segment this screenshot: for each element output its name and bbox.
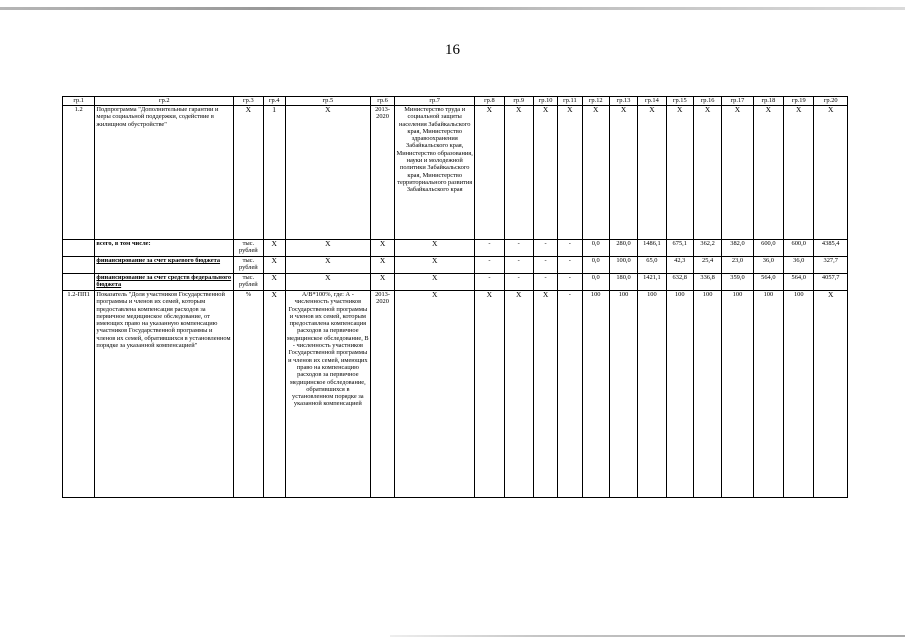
col-header: гр.19 — [784, 97, 814, 106]
cell-value: 1421,1 — [638, 274, 666, 291]
cell-value: X — [638, 106, 666, 240]
cell-value: 675,1 — [666, 240, 693, 257]
cell-value: 23,0 — [722, 257, 753, 274]
cell-period: X — [370, 257, 394, 274]
cell-value: 600,0 — [753, 240, 783, 257]
cell-value: 100 — [666, 291, 693, 498]
cell-weight: X — [263, 291, 285, 498]
cell-weight: X — [263, 257, 285, 274]
cell-unit: тыс. рублей — [234, 240, 263, 257]
cell-value: X — [814, 106, 848, 240]
col-header: гр.16 — [693, 97, 721, 106]
cell-value: 0,0 — [582, 240, 609, 257]
cell-value: 600,0 — [784, 240, 814, 257]
col-header: гр.14 — [638, 97, 666, 106]
cell-executor: Министерство труда и социальной защиты населения Забайкальского края, Министерство здравоохранения Забайкальского края, Министерство образования, науки и молодежной политики Забайкальского края, Министерство территориального развития Забайкальского края — [395, 106, 475, 240]
cell-value: 336,8 — [693, 274, 721, 291]
cell-value: 25,4 — [693, 257, 721, 274]
cell-value: - — [558, 274, 582, 291]
regional-budget-row — [63, 257, 848, 274]
cell-value: - — [475, 240, 504, 257]
scan-edge-bottom — [390, 635, 905, 637]
cell-formula: X — [285, 240, 370, 257]
cell-period: X — [370, 274, 394, 291]
cell-executor: X — [395, 257, 475, 274]
cell-value: 362,2 — [693, 240, 721, 257]
cell-value: X — [504, 291, 533, 498]
cell-value: - — [558, 240, 582, 257]
program-table — [62, 96, 848, 498]
cell-unit: тыс. рублей — [234, 257, 263, 274]
row-number: 1.2-ПП1 — [63, 291, 95, 498]
regional-budget-label: финансирование за счет краевого бюджета — [95, 257, 234, 274]
col-header: гр.9 — [504, 97, 533, 106]
col-header: гр.4 — [263, 97, 285, 106]
total-label: всего, в том числе: — [95, 240, 234, 257]
cell-value: X — [558, 106, 582, 240]
col-header: гр.18 — [753, 97, 783, 106]
cell-value: X — [814, 291, 848, 498]
col-header: гр.12 — [582, 97, 609, 106]
cell-value: 100 — [753, 291, 783, 498]
total-row — [63, 240, 848, 257]
cell-unit: % — [234, 291, 263, 498]
cell-value: 327,7 — [814, 257, 848, 274]
col-header: гр.2 — [95, 97, 234, 106]
column-header-row — [63, 97, 848, 106]
col-header: гр.17 — [722, 97, 753, 106]
cell-value: X — [666, 106, 693, 240]
cell-value: 564,0 — [753, 274, 783, 291]
cell-value: X — [693, 106, 721, 240]
subprogram-name: Подпрограмма "Дополнительные гарантии и меры социальной поддержки, содействие в жилищном обустройстве" — [95, 106, 234, 240]
cell-value: X — [722, 106, 753, 240]
cell-value: 65,0 — [638, 257, 666, 274]
indicator-name: Показатель "Доля участников Государственной программы и членов их семей, которым предоставлена компенсация расходов за первичное медицинское обследование, от имеющих право на указанную компенсацию участников Государственной программы и членов их семей, обратившихся в установленном порядке за указанной компенсацией" — [95, 291, 234, 498]
cell-value: 100 — [638, 291, 666, 498]
cell-weight: X — [263, 274, 285, 291]
col-header: гр.20 — [814, 97, 848, 106]
cell-value: - — [475, 274, 504, 291]
cell-value: 100 — [609, 291, 637, 498]
federal-budget-row — [63, 274, 848, 291]
col-header: гр.13 — [609, 97, 637, 106]
cell-formula: X — [285, 106, 370, 240]
cell-unit: тыс. рублей — [234, 274, 263, 291]
cell-executor: X — [395, 274, 475, 291]
cell-formula: X — [285, 257, 370, 274]
cell-value: 100,0 — [609, 257, 637, 274]
indicator-row — [63, 291, 848, 498]
page-number: 16 — [445, 42, 460, 58]
cell-formula: А/В*100%, где: А - численность участников Государственной программы и членов их семей, которым предоставлена компенсация расходов за первичное медицинское обследование, В - численность участников Государственной программы и членов их семей, имеющих право на компенсацию расходов за первичное медицинское обследование, обратившихся в установленном порядке за указанной компенсацией — [285, 291, 370, 498]
cell-unit: X — [234, 106, 263, 240]
cell-value: 100 — [582, 291, 609, 498]
cell-value: 4057,7 — [814, 274, 848, 291]
cell-value: X — [784, 106, 814, 240]
cell-formula: X — [285, 274, 370, 291]
cell-value: 36,0 — [753, 257, 783, 274]
cell-value: 1486,1 — [638, 240, 666, 257]
cell-period: 2013-2020 — [370, 291, 394, 498]
row-number: 1.2 — [63, 106, 95, 240]
cell-value: 100 — [693, 291, 721, 498]
cell-value: 564,0 — [784, 274, 814, 291]
col-header: гр.8 — [475, 97, 504, 106]
cell-weight: 1 — [263, 106, 285, 240]
cell-weight: X — [263, 240, 285, 257]
cell-value: X — [533, 106, 557, 240]
col-header: гр.10 — [533, 97, 557, 106]
cell-value: - — [533, 274, 557, 291]
cell-value: - — [504, 240, 533, 257]
cell-value: X — [533, 291, 557, 498]
cell-value: 100 — [784, 291, 814, 498]
cell-value: 36,0 — [784, 257, 814, 274]
cell-value: X — [475, 291, 504, 498]
cell-value: - — [504, 257, 533, 274]
col-header: гр.7 — [395, 97, 475, 106]
cell-executor: X — [395, 240, 475, 257]
cell-executor: X — [395, 291, 475, 498]
cell-value: 280,0 — [609, 240, 637, 257]
cell-value: 359,0 — [722, 274, 753, 291]
cell-value: 0,0 — [582, 257, 609, 274]
cell-value: 0,0 — [582, 274, 609, 291]
cell-value: - — [558, 257, 582, 274]
cell-value: 100 — [722, 291, 753, 498]
col-header: гр.15 — [666, 97, 693, 106]
cell-value: X — [582, 106, 609, 240]
cell-value: 382,0 — [722, 240, 753, 257]
cell-value: X — [753, 106, 783, 240]
cell-value: - — [533, 240, 557, 257]
cell-value: X — [609, 106, 637, 240]
cell-value: 4385,4 — [814, 240, 848, 257]
cell-value: X — [504, 106, 533, 240]
cell-value: 42,3 — [666, 257, 693, 274]
cell-value: - — [533, 257, 557, 274]
cell-value: 180,0 — [609, 274, 637, 291]
scan-edge-top — [0, 7, 905, 10]
cell-period: X — [370, 240, 394, 257]
subprogram-row — [63, 106, 848, 240]
col-header: гр.6 — [370, 97, 394, 106]
cell-period: 2013-2020 — [370, 106, 394, 240]
cell-value: 632,8 — [666, 274, 693, 291]
col-header: гр.3 — [234, 97, 263, 106]
col-header: гр.1 — [63, 97, 95, 106]
cell-value: - — [558, 291, 582, 498]
federal-budget-label: финансирование за счет средств федерального бюджета — [95, 274, 234, 291]
col-header: гр.5 — [285, 97, 370, 106]
col-header: гр.11 — [558, 97, 582, 106]
cell-value: - — [504, 274, 533, 291]
cell-value: - — [475, 257, 504, 274]
cell-value: X — [475, 106, 504, 240]
